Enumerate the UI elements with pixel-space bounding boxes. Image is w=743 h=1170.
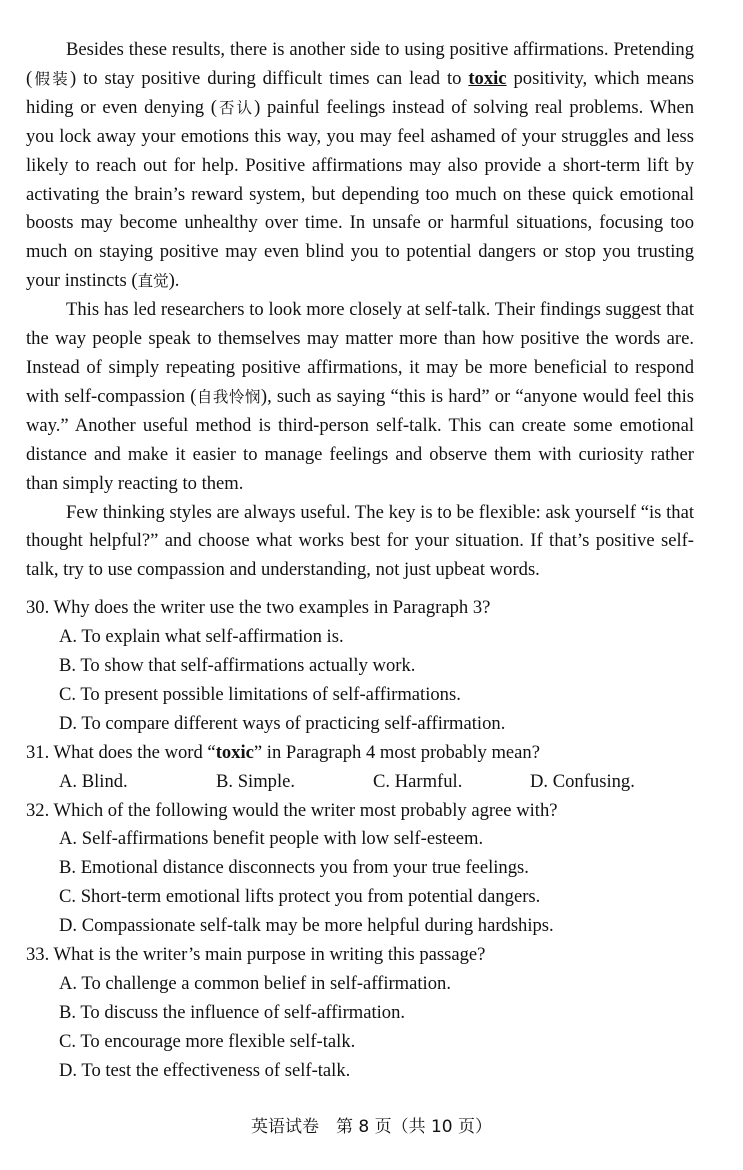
option-b[interactable]: B. Emotional distance disconnects you from your true feelings. — [59, 857, 529, 879]
paragraph-text: ) painful feelings instead of solving real problems. When you lock away your emotions this way, you may feel ashamed of your struggles and less likely to reach out for help. Positive affirmations may also provide a short-term lift by activating the brain’s reward system, but depending too much on these quick emotional boosts may become unhealthy over time. In unsafe or harmful situations, focusing too much on staying positive may even blind you to potential dangers or stop you trusting your instincts ( — [26, 96, 694, 292]
option-b[interactable]: B. To discuss the influence of self-affirmation. — [59, 1001, 406, 1023]
chinese-gloss: 自我怜悯 — [196, 387, 261, 406]
paragraph-text: This has led researchers to look more closely at self-talk. Their findings suggest that the way people speak to themselves may matter more than how positive the words are. Instead of simply repeating positive affirmations, it may be more beneficial to respond with self-compassion ( — [26, 299, 694, 407]
question-stem: 32. Which of the following would the writer most probably agree with? — [26, 799, 558, 821]
question-31 — [26, 739, 694, 797]
paragraph-4 — [26, 36, 694, 296]
question-stem — [26, 739, 694, 768]
stem-text: 31. What does the word “ — [26, 741, 216, 763]
paragraph-text: ) to stay positive during difficult times can lead to — [70, 67, 469, 89]
paragraph-text: Besides these results, there is another side to using positive affirmations. Pretending ( — [26, 39, 694, 89]
paragraph-6: Few thinking styles are always useful. The key is to be flexible: ask yourself “is that thought helpful?” and choose what works best for your situation. If that’s positive self-talk, try to use compassion and understanding, not just upbeat words. — [26, 501, 694, 581]
page-footer: 英语试卷 第 8 页（共 10 页） — [250, 1117, 493, 1137]
option-row — [26, 768, 694, 797]
question-stem: 33. What is the writer’s main purpose in writing this passage? — [26, 944, 486, 966]
paragraph-text: ), such as saying “this is hard” or “anyone would feel this way.” Another useful method is third-person self-talk. This can create some emotional distance and make it easier to manage feelings and observe them with curiosity rather than simply reacting to them. — [26, 385, 694, 494]
question-list — [26, 594, 694, 1085]
option-a[interactable]: A. Self-affirmations benefit people with low self-esteem. — [59, 828, 484, 850]
option-c[interactable]: C. To encourage more flexible self-talk. — [59, 1030, 356, 1052]
option-d[interactable]: D. To test the effectiveness of self-talk. — [59, 1059, 351, 1081]
option-d[interactable]: D. To compare different ways of practicing self-affirmation. — [59, 712, 506, 734]
option-a[interactable]: A. To challenge a common belief in self-affirmation. — [59, 973, 451, 994]
option-b[interactable]: B. To show that self-affirmations actually work. — [59, 655, 416, 677]
option-c[interactable]: C. To present possible limitations of self-affirmations. — [59, 683, 461, 705]
paragraph-text: positivity, which means hiding or even denying ( — [26, 67, 694, 118]
exam-page — [26, 36, 694, 1086]
option-a[interactable]: A. Blind. — [59, 770, 128, 792]
chinese-gloss: 直觉 — [137, 272, 169, 291]
paragraph-text: ). — [168, 270, 180, 292]
option-d[interactable]: D. Compassionate self-talk may be more helpful during hardships. — [59, 915, 554, 937]
paragraph-5 — [26, 296, 694, 498]
option-c[interactable]: C. Harmful. — [373, 770, 463, 792]
chinese-gloss: 否认 — [216, 98, 255, 117]
keyword-toxic: toxic — [468, 67, 507, 89]
chinese-gloss: 假装 — [32, 69, 71, 88]
option-b[interactable]: B. Simple. — [216, 770, 296, 792]
question-32 — [26, 797, 694, 942]
option-d[interactable]: D. Confusing. — [530, 770, 635, 792]
stem-text: ” in Paragraph 4 most probably mean? — [253, 741, 540, 763]
question-stem: 30. Why does the writer use the two examples in Paragraph 3? — [26, 597, 491, 619]
question-30 — [26, 594, 694, 739]
option-a[interactable]: A. To explain what self-affirmation is. — [59, 626, 344, 648]
question-33 — [26, 941, 694, 1086]
option-c[interactable]: C. Short-term emotional lifts protect you from potential dangers. — [59, 886, 541, 908]
keyword-toxic: toxic — [215, 741, 254, 763]
